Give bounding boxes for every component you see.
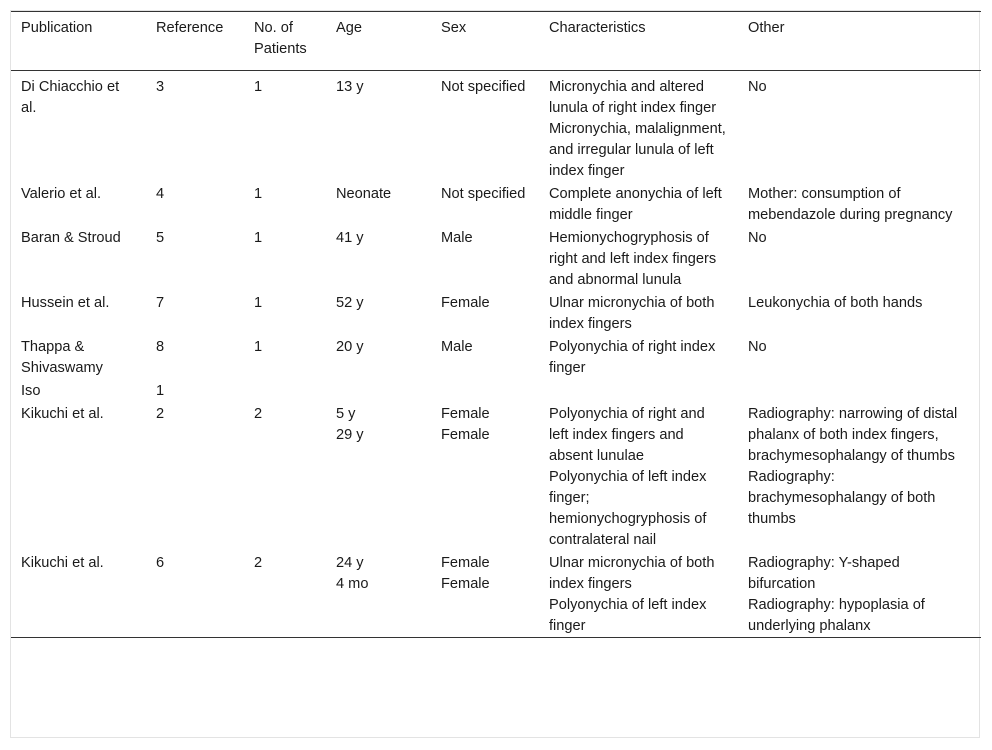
cell-patients: 1 <box>254 79 263 95</box>
cell-patients: 2 <box>254 406 263 422</box>
cell-other-line: Mother: consumption of mebendazole during pregnancy <box>748 186 953 223</box>
cell-sex-line: Female <box>441 555 490 571</box>
cell-other <box>738 226 981 291</box>
cell-characteristics-line: Polyonychia of left index finger <box>549 597 707 634</box>
cell-age-line: 52 y <box>336 295 364 311</box>
cell-age <box>326 226 431 291</box>
cell-reference: 3 <box>156 79 165 95</box>
table-row <box>11 71 981 183</box>
cell-other-line: Radiography: brachymesophalangy of both thumbs <box>748 469 936 527</box>
cell-age-line: 29 y <box>336 427 364 443</box>
cell-sex <box>431 335 539 379</box>
header-row <box>11 12 981 71</box>
cell-characteristics <box>539 335 738 379</box>
header-other: Other <box>748 20 785 36</box>
cell-patients: 1 <box>254 339 263 355</box>
cell-publication: Kikuchi et al. <box>21 555 104 571</box>
header-publication: Publication <box>21 20 93 36</box>
cell-age-line: 5 y <box>336 406 356 422</box>
cell-sex-line: Female <box>441 576 490 592</box>
table-row <box>11 182 981 226</box>
cell-characteristics <box>539 226 738 291</box>
cell-other <box>738 551 981 638</box>
cell-characteristics-line: Ulnar micronychia of both index fingers <box>549 295 715 332</box>
cell-age <box>326 402 431 551</box>
cell-sex <box>431 226 539 291</box>
cell-characteristics-line: Ulnar micronychia of both index fingers <box>549 555 715 592</box>
cell-age <box>326 291 431 335</box>
cell-reference: 5 <box>156 230 165 246</box>
cell-publication: Valerio et al. <box>21 186 102 202</box>
cell-sex-line: Female <box>441 427 490 443</box>
cell-characteristics-line: Complete anonychia of left middle finger <box>549 186 722 223</box>
cell-characteristics <box>539 379 738 402</box>
header-patients: No. of Patients <box>254 20 307 57</box>
cell-sex-line: Not specified <box>441 186 526 202</box>
cell-patients: 1 <box>254 295 263 311</box>
publication-table <box>11 11 981 638</box>
cell-age <box>326 182 431 226</box>
cell-other <box>738 182 981 226</box>
cell-reference: 4 <box>156 186 165 202</box>
cell-publication: Thappa & Shivaswamy <box>21 339 103 376</box>
cell-characteristics-line: Hemionychogryphosis of right and left index fingers and abnormal lunula <box>549 230 717 288</box>
cell-age-line: Neonate <box>336 186 392 202</box>
cell-sex <box>431 291 539 335</box>
cell-sex <box>431 402 539 551</box>
cell-age-line: 4 mo <box>336 576 369 592</box>
cell-characteristics <box>539 402 738 551</box>
cell-other-line: No <box>748 230 767 246</box>
cell-sex-line: Male <box>441 339 473 355</box>
cell-other-line: Radiography: narrowing of distal phalanx of both index fingers, brachymesophalangy of thumbs <box>748 406 958 464</box>
cell-characteristics-line: Polyonychia of right index finger <box>549 339 716 376</box>
cell-reference: 8 <box>156 339 165 355</box>
header-age: Age <box>336 20 362 36</box>
cell-age <box>326 71 431 183</box>
cell-sex <box>431 71 539 183</box>
cell-characteristics-line: Micronychia and altered lunula of right index finger <box>549 79 717 116</box>
cell-characteristics <box>539 182 738 226</box>
cell-age <box>326 379 431 402</box>
table-header <box>11 12 981 71</box>
cell-other-line: No <box>748 339 767 355</box>
cell-sex-line: Female <box>441 295 490 311</box>
cell-publication: Kikuchi et al. <box>21 406 104 422</box>
table-row <box>11 402 981 551</box>
cell-sex-line: Male <box>441 230 473 246</box>
cell-age-line: 24 y <box>336 555 364 571</box>
table-body <box>11 71 981 638</box>
cell-publication: Baran & Stroud <box>21 230 121 246</box>
cell-characteristics-line: Polyonychia of left index finger; hemionychogryphosis of contralateral nail <box>549 469 707 548</box>
table-row <box>11 551 981 638</box>
cell-sex <box>431 182 539 226</box>
cell-other <box>738 379 981 402</box>
cell-patients <box>244 379 326 402</box>
header-characteristics: Characteristics <box>549 20 646 36</box>
cell-characteristics <box>539 551 738 638</box>
cell-other <box>738 335 981 379</box>
cell-patients: 1 <box>254 186 263 202</box>
cell-other-line: Radiography: Y-shaped bifurcation <box>748 555 900 592</box>
table-row <box>11 291 981 335</box>
table-row <box>11 226 981 291</box>
cell-age <box>326 551 431 638</box>
cell-characteristics <box>539 291 738 335</box>
cell-reference: 6 <box>156 555 165 571</box>
cell-other-line: Radiography: hypoplasia of underlying phalanx <box>748 597 925 634</box>
cell-reference: 1 <box>156 383 165 399</box>
cell-sex-line: Not specified <box>441 79 526 95</box>
cell-other-line: Leukonychia of both hands <box>748 295 923 311</box>
cell-reference: 7 <box>156 295 165 311</box>
cell-age-line: 20 y <box>336 339 364 355</box>
cell-other <box>738 291 981 335</box>
cell-sex <box>431 551 539 638</box>
header-sex: Sex <box>441 20 467 36</box>
cell-characteristics-line: Micronychia, malalignment, and irregular lunula of left index finger <box>549 121 726 179</box>
header-reference: Reference <box>156 20 224 36</box>
cell-sex-line: Female <box>441 406 490 422</box>
cell-characteristics <box>539 71 738 183</box>
cell-reference: 2 <box>156 406 165 422</box>
cell-publication: Di Chiacchio et al. <box>21 79 120 116</box>
cell-other-line: No <box>748 79 767 95</box>
cell-other <box>738 402 981 551</box>
cell-publication: Hussein et al. <box>21 295 110 311</box>
cell-publication: Iso <box>21 383 41 399</box>
cell-other <box>738 71 981 183</box>
cell-age-line: 41 y <box>336 230 364 246</box>
cell-patients: 2 <box>254 555 263 571</box>
cell-patients: 1 <box>254 230 263 246</box>
cell-age <box>326 335 431 379</box>
cell-sex <box>431 379 539 402</box>
table-row <box>11 335 981 379</box>
cell-characteristics-line: Polyonychia of right and left index fingers and absent lunulae <box>549 406 705 464</box>
cell-age-line: 13 y <box>336 79 364 95</box>
table-row <box>11 379 981 402</box>
publication-table-container <box>10 10 980 738</box>
